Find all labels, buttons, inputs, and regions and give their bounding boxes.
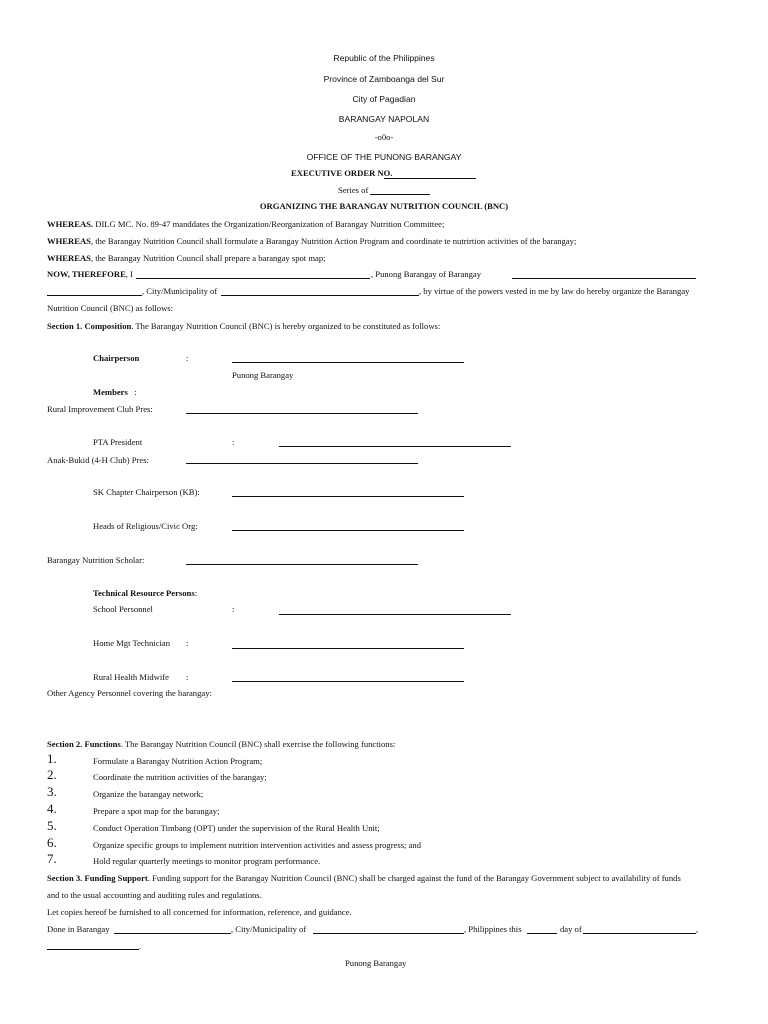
midwife-blank [232, 681, 464, 682]
pta-colon: : [232, 437, 235, 447]
now-therefore-lead: NOW, THEREFORE, I [47, 269, 133, 279]
religious-blank [232, 530, 464, 531]
rural-club-label: Rural Improvement Club Pres: [47, 404, 153, 414]
function-number: 6. [47, 835, 57, 850]
header-province: Province of Zamboanga del Sur [323, 74, 445, 84]
document-title: ORGANIZING THE BARANGAY NUTRITION COUNCIL (BNC) [259, 201, 509, 211]
pta-label: PTA President [93, 437, 143, 447]
scholar-label: Barangay Nutrition Scholar: [47, 555, 145, 565]
school-colon: : [232, 604, 235, 614]
function-number: 5. [47, 818, 57, 833]
function-item: Hold regular quarterly meetings to monitor program performance. [93, 856, 321, 866]
done-in-label: Done in Barangay [47, 924, 110, 934]
anak-bukid-label: Anak-Bukid (4-H Club) Pres: [47, 455, 149, 465]
powers-text: , by virtue of the powers vested in me by law do hereby organize the Barangay [419, 286, 690, 296]
chairperson-colon: : [186, 353, 189, 363]
section-3-continued: and to the usual accounting and auditing rules and regulations. [47, 890, 262, 900]
day-of-label: day of [560, 924, 582, 934]
section-2: Section 2. Functions. The Barangay Nutrition Council (BNC) shall exercise the following functions: [47, 739, 396, 749]
anak-bukid-blank [186, 463, 418, 464]
header-barangay: BARANGAY NAPOLAN [338, 114, 430, 124]
pta-blank [279, 446, 511, 447]
scholar-blank [186, 564, 418, 565]
midwife-colon: : [186, 672, 189, 682]
sk-label: SK Chapter Chairperson (KB): [93, 487, 200, 497]
signatory-label: Punong Barangay [345, 958, 407, 968]
function-number: 4. [47, 801, 57, 816]
header-country: Republic of the Philippines [333, 53, 435, 63]
function-item: Organize specific groups to implement nutrition intervention activities and assess progress; and [93, 840, 421, 850]
header-office: OFFICE OF THE PUNONG BARANGAY [306, 152, 462, 162]
members-label: Members : [93, 387, 137, 397]
whereas-3: WHEREAS, the Barangay Nutrition Council shall prepare a barangay spot map; [47, 253, 326, 263]
series-blank [370, 194, 430, 195]
function-number: 7. [47, 851, 57, 866]
home-mgt-colon: : [186, 638, 189, 648]
function-item: Formulate a Barangay Nutrition Action Program; [93, 756, 263, 766]
function-item: Conduct Operation Timbang (OPT) under the supervision of the Rural Health Unit; [93, 823, 380, 833]
school-blank [279, 614, 511, 615]
function-item: Organize the barangay network; [93, 789, 204, 799]
name-blank [136, 278, 370, 279]
other-agency-label: Other Agency Personnel covering the barangay: [47, 688, 212, 698]
header-separator: -o0o- [374, 132, 394, 142]
barangay-blank-2 [47, 295, 142, 296]
month-blank [583, 933, 696, 934]
order-number-blank [384, 178, 476, 179]
period: . [139, 941, 142, 951]
home-mgt-label: Home Mgt Technician [93, 638, 171, 648]
home-mgt-blank [232, 648, 464, 649]
done-barangay-blank [114, 933, 231, 934]
year-blank [47, 949, 139, 950]
section-1: Section 1. Composition. The Barangay Nutrition Council (BNC) is hereby organized to be constituted as follows: [47, 321, 441, 331]
barangay-blank [512, 278, 696, 279]
school-label: School Personnel [93, 604, 153, 614]
chairperson-sub: Punong Barangay [232, 370, 294, 380]
function-number: 1. [47, 751, 57, 766]
header-city: City of Pagadian [352, 94, 416, 104]
done-city-label: , City/Municipality of [231, 924, 307, 934]
function-number: 2. [47, 767, 57, 782]
executive-order-label: EXECUTIVE ORDER NO. [291, 168, 393, 178]
done-city-blank [313, 933, 464, 934]
rural-club-blank [186, 413, 418, 414]
copies-text: Let copies hereof be furnished to all concerned for information, reference, and guidance. [47, 907, 352, 917]
council-text: Nutrition Council (BNC) as follows: [47, 303, 174, 313]
sk-blank [232, 496, 464, 497]
whereas-1: WHEREAS. DILG MC. No. 89-47 manddates the Organization/Reorganization of Barangay Nutrition Committee; [47, 219, 445, 229]
technical-label: Technical Resource Persons: [93, 588, 198, 598]
function-item: Prepare a spot map for the barangay; [93, 806, 220, 816]
function-number: 3. [47, 784, 57, 799]
series-label: Series of [338, 185, 369, 195]
philippines-this-label: , Philippines this [464, 924, 522, 934]
midwife-label: Rural Health Midwife [93, 672, 169, 682]
chairperson-label: Chairperson [93, 353, 140, 363]
city-municipality-label: , City/Municipality of [142, 286, 218, 296]
comma: , [696, 924, 699, 934]
whereas-2: WHEREAS, the Barangay Nutrition Council shall formulate a Barangay Nutrition Action Program and coordinate te nutrirtion activities of the barangay; [47, 236, 577, 246]
section-3: Section 3. Funding Support. Funding support for the Barangay Nutrition Council (BNC) shall be charged against the fund of the Barangay Government subject to availability of funds [47, 873, 681, 883]
day-blank [527, 933, 557, 934]
chairperson-blank [232, 362, 464, 363]
function-item: Coordinate the nutrition activities of the barangay; [93, 772, 267, 782]
religious-label: Heads of Religious/Civic Org: [93, 521, 198, 531]
city-blank [221, 295, 419, 296]
punong-barangay-of: , Punong Barangay of Barangay [371, 269, 482, 279]
